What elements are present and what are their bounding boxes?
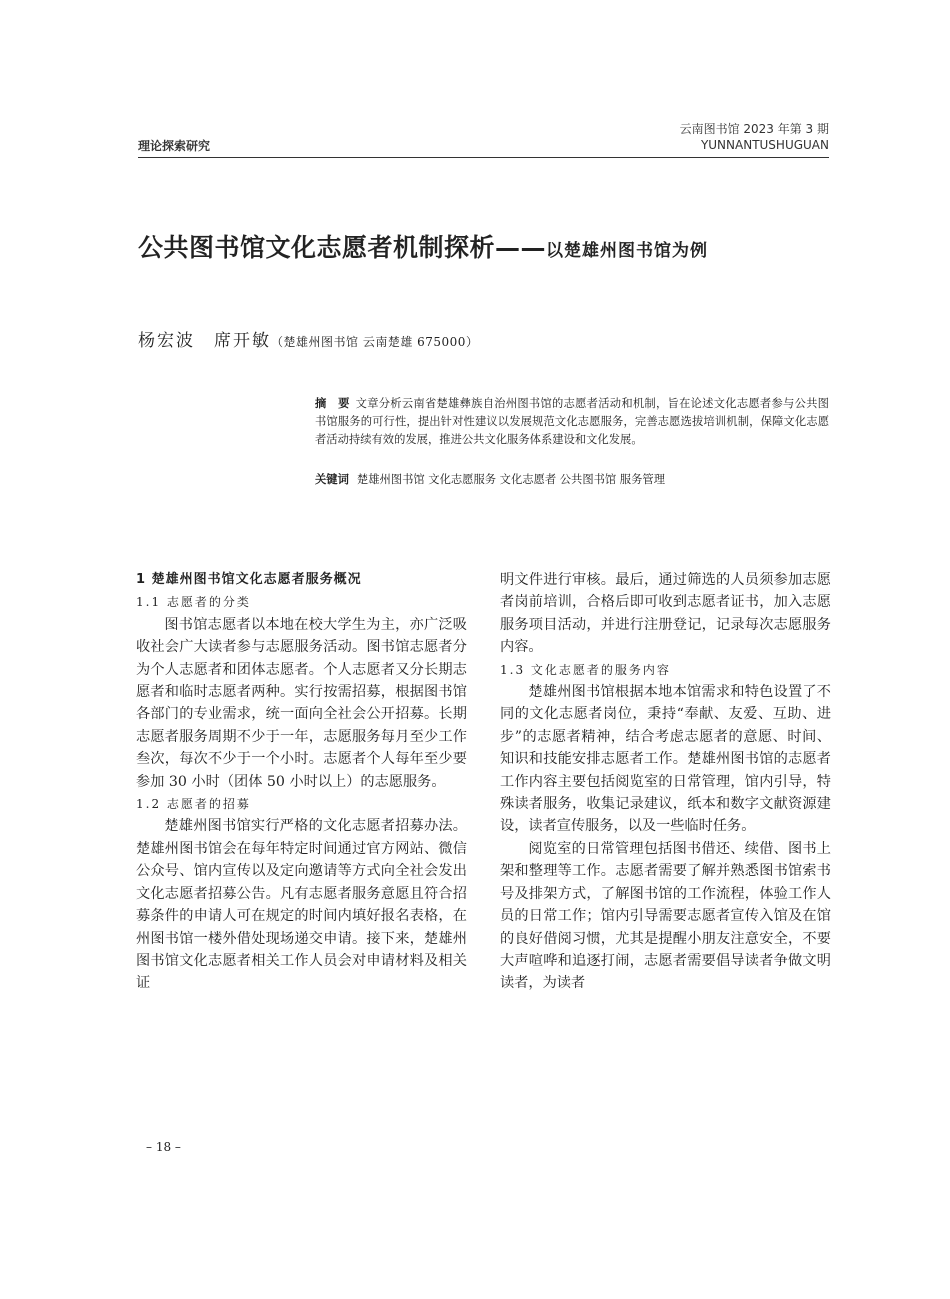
title-main: 公共图书馆文化志愿者机制探析—— — [138, 233, 547, 262]
paragraph: 楚雄州图书馆实行严格的文化志愿者招募办法。楚雄州图书馆会在每年特定时间通过官方网站、微信公众号、馆内宣传以及定向邀请等方式向全社会发出文化志愿者招募公告。凡有志愿者服务意愿且符合招募条件的申请人可在规定的时间内填好报名表格，在州图书馆一楼外借处现场递交申请。接下来，楚雄州图书馆文化志愿者相关工作人员会对申请材料及相关证 — [136, 818, 467, 992]
abstract — [315, 395, 829, 450]
body-column-left — [136, 569, 467, 995]
abstract-label: 摘 要 — [315, 397, 350, 410]
subsection-heading-1-1: 1.1 志愿者的分类 — [136, 595, 251, 610]
running-header-journal — [680, 121, 829, 153]
keywords-label: 关键词 — [315, 473, 349, 486]
running-header-section: 理论探索研究 — [138, 139, 211, 153]
paragraph: 楚雄州图书馆根据本地本馆需求和特色设置了不同的文化志愿者岗位，秉持“奉献、友爱、互助、进步”的志愿者精神，结合考虑志愿者的意愿、时间、知识和技能安排志愿者工作。楚雄州图书馆的志愿者工作内容主要包括阅览室的日常管理，馆内引导，特殊读者服务，收集记录建议，纸本和数字文献资源建设，读者宣传服务，以及一些临时任务。 — [500, 684, 831, 835]
title-subtitle: 以楚雄州图书馆为例 — [546, 241, 709, 261]
journal-name-en: YUNNANTUSHUGUAN — [700, 138, 829, 152]
author-names: 杨宏波 席开敏 — [138, 331, 271, 351]
paragraph-continued: 明文件进行审核。最后，通过筛选的人员须参加志愿者岗前培训，合格后即可收到志愿者证书，加入志愿服务项目活动，并进行注册登记，记录每次志愿服务内容。 — [500, 572, 831, 656]
abstract-text: 文章分析云南省楚雄彝族自治州图书馆的志愿者活动和机制，旨在论述文化志愿者参与公共图书馆服务的可行性，提出针对性建议以发展规范文化志愿服务，完善志愿选拔培训机制，保障文化志愿者活动持续有效的发展，推进公共文化服务体系建设和文化发展。 — [315, 397, 829, 447]
subsection-heading-1-3: 1.3 文化志愿者的服务内容 — [500, 662, 671, 677]
body-column-right — [500, 569, 831, 995]
page-number: – 18 – — [146, 1140, 181, 1154]
header-rule — [138, 157, 829, 158]
paragraph: 图书馆志愿者以本地在校大学生为主，亦广泛吸收社会广大读者参与志愿服务活动。图书馆志愿者分为个人志愿者和团体志愿者。个人志愿者又分长期志愿者和临时志愿者两种。实行按需招募，根据图书馆各部门的专业需求，统一面向全社会公开招募。长期志愿者服务周期不少于一年，志愿服务每月至少工作叁次，每次不少于一个小时。志愿者个人每年至少要参加 30 小时（团体 50 小时以上）的志愿服务。 — [136, 616, 467, 790]
article-title — [138, 228, 838, 264]
keywords-text: 楚雄州图书馆 文化志愿服务 文化志愿者 公共图书馆 服务管理 — [356, 473, 665, 486]
section-heading-1: 1 楚雄州图书馆文化志愿者服务概况 — [136, 572, 362, 587]
subsection-heading-1-2: 1.2 志愿者的招募 — [136, 797, 251, 812]
author-line — [138, 326, 478, 351]
keywords — [315, 471, 829, 489]
author-affiliation: （楚雄州图书馆 云南楚雄 675000） — [271, 335, 479, 349]
paragraph: 阅览室的日常管理包括图书借还、续借、图书上架和整理等工作。志愿者需要了解并熟悉图书馆索书号及排架方式，了解图书馆的工作流程，体验工作人员的日常工作；馆内引导需要志愿者宣传入馆及在馆的良好借阅习惯，尤其是提醒小朋友注意安全，不要大声喧哗和追逐打闹，志愿者需要倡导读者争做文明读者，为读者 — [500, 840, 831, 992]
journal-issue: 云南图书馆 2023 年第 3 期 — [679, 122, 829, 136]
